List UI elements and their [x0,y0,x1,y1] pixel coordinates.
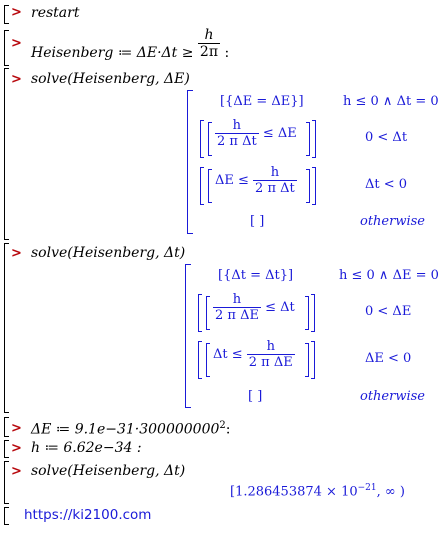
exponent: 2 [219,420,226,431]
list-bracket-right [312,167,316,205]
piecewise-2-row-3-cond: ΔE < 0 [365,351,412,366]
result-prefix: [1.286453874 × 10 [230,484,358,500]
heisenberg-name: Heisenberg [31,44,114,61]
group-bracket-solve2 [4,243,9,413]
group-bracket-dE [4,417,9,437]
set-bracket-right [305,343,309,377]
denominator: 2 π ΔE [215,308,259,323]
piecewise-2-row-1-cond: h ≤ 0 ∧ ΔE = 0 [339,268,439,283]
list-bracket-left [200,167,204,205]
prompt-symbol[interactable]: > [11,36,22,51]
piecewise-brace-2 [185,264,191,408]
group-bracket-solve3 [4,461,9,504]
numerator: h [270,165,280,180]
prompt-symbol[interactable]: > [11,421,22,436]
inequality-rhs: ≤ ΔE [262,126,297,141]
restart-command[interactable]: restart [31,5,80,21]
piecewise-2-row-2-cond: 0 < ΔE [365,304,412,319]
piecewise-2 [193,264,445,409]
group-bracket-h [4,440,9,458]
inequality-rhs: ≤ Δt [265,300,295,315]
h-over-2pi [198,27,220,60]
piecewise-1-row-3-expr [215,165,297,196]
list-bracket-right [311,341,315,379]
group-bracket-restart [4,5,9,24]
prompt-symbol[interactable]: > [11,72,22,87]
prompt-symbol[interactable]: > [11,5,22,20]
set-bracket-left [206,343,210,377]
result-suffix: , ∞ ) [376,484,405,500]
list-bracket-left [198,341,202,379]
piecewise-2-row-1-expr: [{Δt = Δt}] [218,268,294,283]
set-bracket-right [306,169,310,203]
colon: : [224,44,230,61]
set-bracket-left [208,122,212,156]
h-assignment[interactable]: h ≔ 6.62e−34 : [31,440,142,456]
prompt-symbol[interactable]: > [11,464,22,479]
denominator: 2 π ΔE [248,355,293,370]
inequality-lhs: Δt ≤ [213,347,243,362]
geq-operator: ≥ [181,44,194,61]
piecewise-1-row-2-cond: 0 < Δt [365,130,408,145]
numerator: h [266,339,275,354]
list-bracket-left [200,120,204,158]
piecewise-2-row-4-cond: otherwise [360,389,425,404]
piecewise-1-row-2-expr [215,118,297,149]
prompt-symbol[interactable]: > [11,246,22,261]
piecewise-2-row-4-expr: [ ] [248,389,263,404]
piecewise-1-row-3-cond: Δt < 0 [365,177,408,192]
prompt-symbol[interactable]: > [11,441,22,456]
numerator: h [232,118,242,133]
denominator: 2 π Δt [217,134,257,149]
heisenberg-definition[interactable] [31,27,229,60]
group-bracket-solve1 [4,68,9,240]
group-bracket-link [4,507,9,525]
delta-e-assignment[interactable] [31,420,231,438]
denominator: 2π [199,44,219,60]
piecewise-1-row-1-expr: [{ΔE = ΔE}] [220,94,304,109]
list-bracket-left [198,294,202,332]
piecewise-brace-1 [187,90,193,234]
piecewise-1 [195,90,445,235]
numerator: h [232,292,242,307]
result-exponent: −21 [357,483,377,493]
numerator: h [204,27,214,43]
denominator: 2 π Δt [255,181,295,196]
piecewise-2-row-2-expr [213,292,295,323]
list-bracket-right [312,120,316,158]
set-bracket-left [208,169,212,203]
set-bracket-left [206,296,210,330]
delta-e-delta-t: ΔE·Δt [136,44,178,61]
website-link[interactable]: https://ki2100.com [24,507,152,523]
solve-delta-t-numeric-command[interactable]: solve(Heisenberg, Δt) [31,463,186,479]
set-bracket-right [306,122,310,156]
group-bracket-heisenberg [4,30,9,66]
piecewise-2-row-3-expr [213,339,295,370]
numeric-result [230,483,405,499]
colon: : [225,421,231,438]
assign-operator: ≔ [117,44,133,61]
solve-delta-t-command[interactable]: solve(Heisenberg, Δt) [31,245,186,261]
piecewise-1-row-4-cond: otherwise [360,214,425,229]
inequality-lhs: ΔE ≤ [215,173,249,188]
set-bracket-right [305,296,309,330]
delta-e-expression: ΔE ≔ 9.1e−31·300000000 [31,421,220,438]
list-bracket-right [311,294,315,332]
solve-delta-e-command[interactable]: solve(Heisenberg, ΔE) [31,71,190,87]
piecewise-1-row-1-cond: h ≤ 0 ∧ Δt = 0 [343,94,439,109]
piecewise-1-row-4-expr: [ ] [250,214,265,229]
